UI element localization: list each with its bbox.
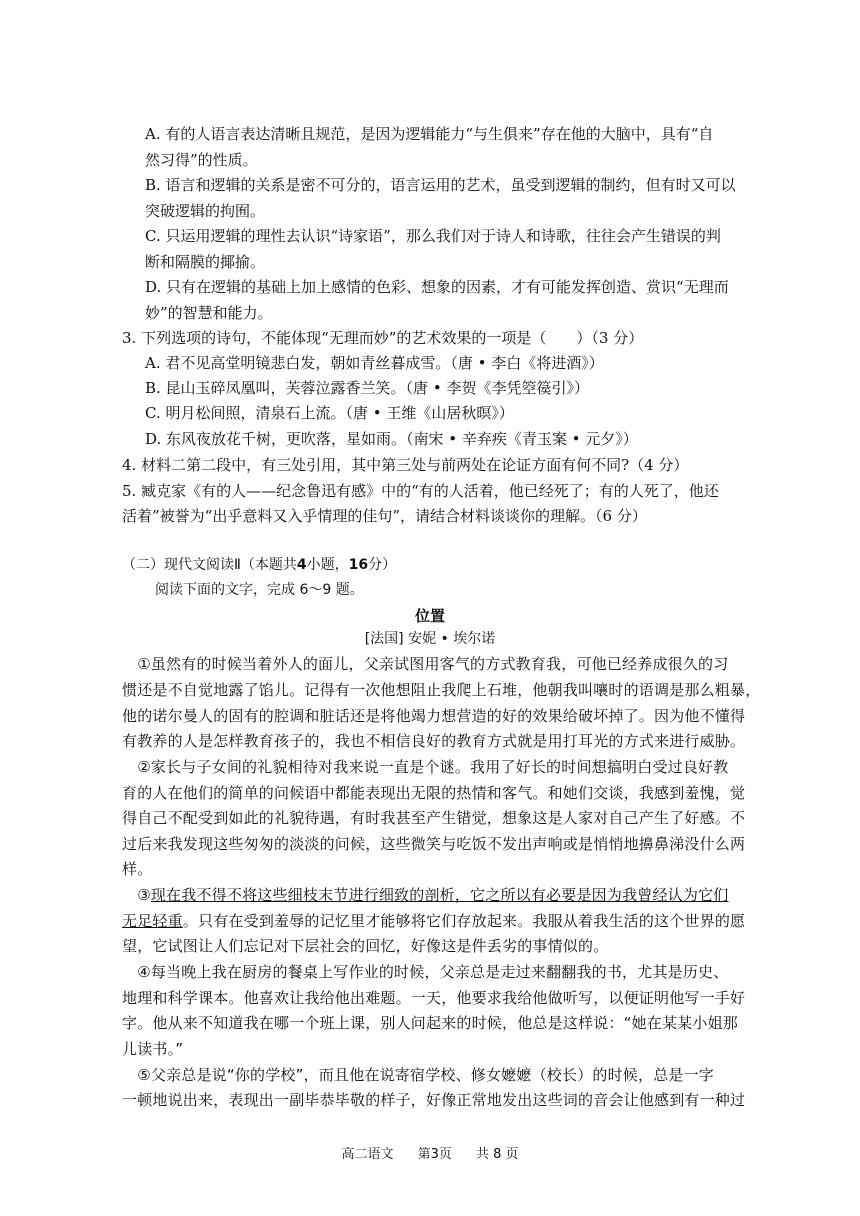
p3-line3: 望，它试图让人们忘记对下层社会的回忆，好像这是件丢劣的事情似的。 — [122, 937, 609, 955]
page-footer — [0, 1143, 860, 1162]
q5-line2: 活着”被誉为“出乎意料又入乎情理的佳句”，请结合材料谈谈你的理解。（6 分） — [122, 507, 647, 525]
p1-line1: ①虽然有的时候当着外人的面儿，父亲试图用客气的方式教育我，可他已经养成很久的习 — [122, 655, 729, 673]
q2-option-a-line2: 然习得”的性质。 — [145, 151, 258, 169]
section-heading-pre: （二）现代文阅读Ⅱ（本题共 — [122, 557, 297, 573]
p1-line4: 有教养的人是怎样教育孩子的，我也不相信良好的教育方式就是用打耳光的方式来进行威胁。 — [122, 732, 746, 750]
p1-line3: 他的诺尔曼人的固有的腔调和脏话还是将他竭力想营造的好的效果给破坏掉了。因为他不懂得 — [122, 707, 746, 725]
p2-line5: 样。 — [122, 860, 153, 878]
q2-option-b-line1: B. 语言和逻辑的关系是密不可分的，语言运用的艺术，虽受到逻辑的制约，但有时又可以 — [145, 176, 736, 194]
q5-line1: 5. 臧克家《有的人——纪念鲁迅有感》中的“有的人活着，他已经死了；有的人死了，他还 — [122, 482, 719, 500]
p5-line1: ⑤父亲总是说“你的学校”，而且他在说寄宿学校、修女嬷嬷（校长）的时候，总是一字 — [122, 1066, 714, 1084]
footer-total: 共 8 页 — [476, 1147, 519, 1162]
section-heading — [122, 555, 396, 575]
p4-line1: ④每当晚上我在厨房的餐桌上写作业的时候，父亲总是走过来翻翻我的书，尤其是历史、 — [122, 963, 729, 981]
p3-number: ③ — [122, 886, 151, 904]
p3-line1 — [122, 885, 728, 905]
p4-line4: 儿读书。” — [122, 1040, 184, 1058]
q3-option-a: A. 君不见高堂明镜悲白发，朝如青丝暮成雪。（唐 • 李白《将进酒》） — [145, 354, 604, 372]
section-heading-num1: 4 — [296, 557, 307, 573]
p3-rest: 。只有在受到羞辱的记忆里才能够将它们存放起来。我服从着我生活的这个世界的愿 — [182, 912, 746, 930]
p3-underlined-end: 无足轻重 — [122, 912, 183, 930]
q2-option-b-line2: 突破逻辑的拘囿。 — [145, 202, 266, 220]
q4-stem: 4. 材料二第二段中，有三处引用，其中第三处与前两处在论证方面有何不同?（4 分） — [122, 456, 689, 474]
q3-option-c: C. 明月松间照，清泉石上流。（唐 • 王维《山居秋暝》） — [145, 404, 514, 422]
p2-line1: ②家长与子女间的礼貌相待对我来说一直是个谜。我用了好长的时间想搞明白受过良好教 — [122, 758, 729, 776]
section-instruction: 阅读下面的文字，完成 6～9 题。 — [155, 582, 364, 598]
p2-line4: 过后来我发现这些匆匆的淡淡的问候，这些微笑与吃饭不发出声响或是悄悄地擤鼻涕没什么两 — [122, 835, 746, 853]
p4-line2: 地理和科学课本。他喜欢让我给他出难题。一天，他要求我给他做听写，以便证明他写一手好 — [122, 989, 746, 1007]
q2-option-c-line1: C. 只运用逻辑的理性去认识“诗家语”，那么我们对于诗人和诗歌，往往会产生错误的判 — [145, 227, 721, 245]
q3-stem: 3. 下列选项的诗句，不能体现“无理而妙”的艺术效果的一项是（ ）（3 分） — [122, 329, 644, 347]
p2-line2: 育的人在他们的简单的问候语中都能表现出无限的热情和客气。和她们交谈，我感到羞愧，觉 — [122, 784, 746, 802]
q2-option-d-line1: D. 只有在逻辑的基础上加上感情的色彩、想象的因素，才有可能发挥创造、赏识“无理而 — [145, 278, 729, 296]
footer-page: 第3页 — [417, 1147, 452, 1162]
q3-option-d: D. 东风夜放花千树，更吹落，星如雨。（南宋 • 辛弃疾《青玉案 • 元夕》） — [145, 430, 638, 448]
p5-line2: 一顿地说出来，表现出一副毕恭毕敬的样子，好像正常地发出这些词的音会让他感到有一种过 — [122, 1091, 746, 1109]
p1-line2: 惯还是不自觉地露了馅儿。记得有一次他想阻止我爬上石堆，他朝我叫嚷时的语调是那么粗暴， — [122, 681, 761, 699]
p4-line3: 字。他从来不知道我在哪一个班上课，别人问起来的时候，他总是这样说：“她在某某小姐那 — [122, 1014, 738, 1032]
q2-option-d-line2: 妙”的智慧和能力。 — [145, 304, 273, 322]
p3-line2 — [122, 911, 745, 931]
section-heading-num2: 16 — [348, 557, 369, 573]
section-heading-mid: 小题， — [306, 557, 349, 573]
footer-subject: 高二语文 — [341, 1147, 394, 1162]
q2-option-c-line2: 断和隔膜的揶揄。 — [145, 253, 266, 271]
passage-title: 位置 — [414, 607, 445, 625]
q3-option-b: B. 昆山玉碎凤凰叫，芙蓉泣露香兰笑。（唐 • 李贺《李凭箜篌引》） — [145, 379, 589, 397]
section-heading-post: 分） — [368, 557, 397, 573]
p2-line3: 得自己不配受到如此的礼貌待遇，有时我甚至产生错觉，想象这是人家对自己产生了好感。不 — [122, 809, 746, 827]
q2-option-a-line1: A. 有的人语言表达清晰且规范，是因为逻辑能力“与生俱来”存在他的大脑中，具有“自 — [145, 125, 714, 143]
passage-author: [法国] 安妮 • 埃尔诺 — [364, 631, 496, 647]
p3-underlined-text: 现在我不得不将这些细枝末节进行细致的剖析，它之所以有必要是因为我曾经认为它们 — [150, 886, 729, 904]
